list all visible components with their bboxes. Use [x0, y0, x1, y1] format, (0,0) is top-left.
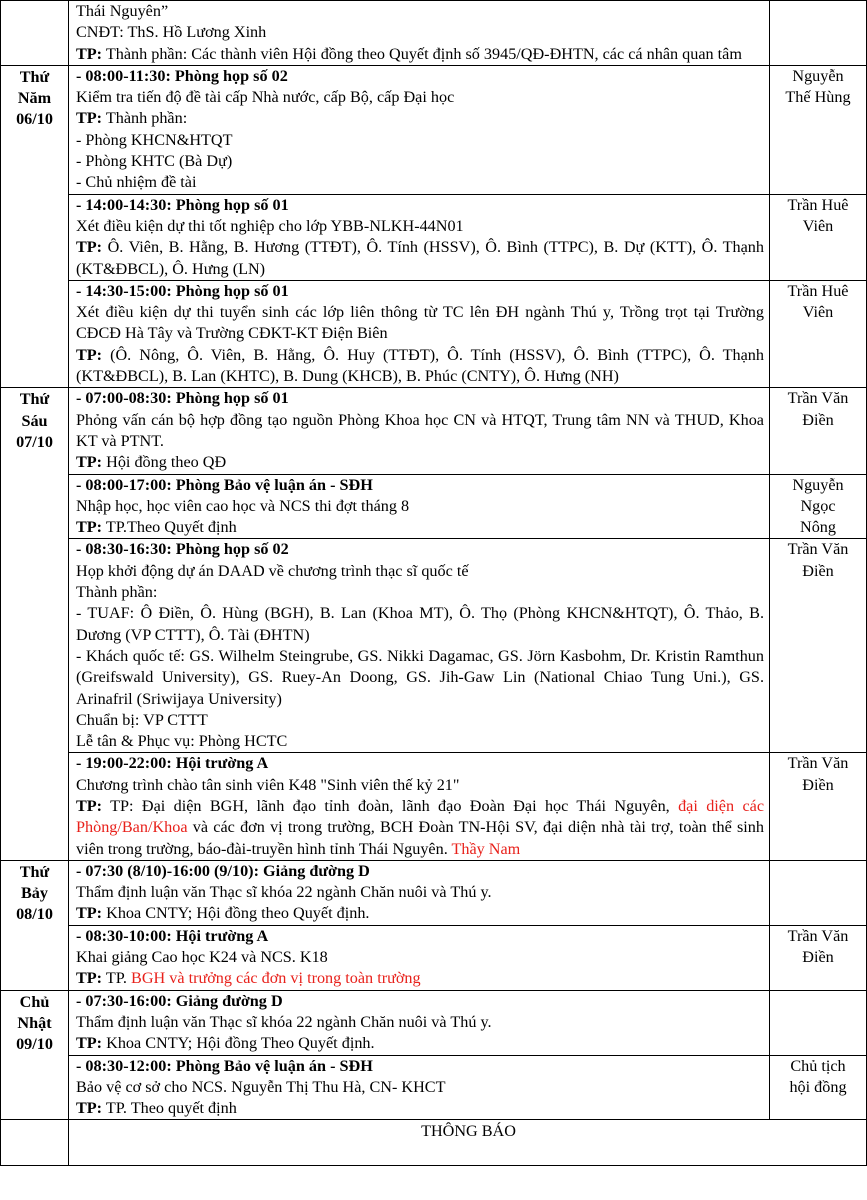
- person-name: Viên: [802, 303, 834, 322]
- event-tp: [76, 452, 764, 473]
- person-cell: [770, 65, 867, 194]
- tp-text: (Ô. Nông, Ô. Viên, B. Hằng, Ô. Huy (TTĐT), Ô. Tính (HSSV), Ô. Bình (TTPC), Ô. Thạnh (KT&ĐBCL), B. Lan (KHTC), B. Dung (KHCB), B. Phúc (CNTY), Ô. Hưng (NH): [76, 345, 764, 386]
- event-heading: - 14:30-15:00: Phòng họp số 01: [76, 281, 289, 300]
- tp-label: TP:: [76, 904, 103, 923]
- day-date: 06/10: [16, 110, 53, 129]
- person-cell: [770, 474, 867, 539]
- day-date: 09/10: [16, 1035, 53, 1054]
- table-row: [1, 194, 867, 280]
- day-date: 08/10: [16, 905, 53, 924]
- person-name: Điền: [802, 775, 834, 794]
- event-cell: [69, 860, 770, 925]
- person-name: Ngọc: [800, 496, 836, 515]
- day-name: Thứ: [19, 390, 50, 409]
- person-cell: [770, 1, 867, 66]
- tp-text: Thành phần: Các thành viên Hội đồng theo Quyết định số 3945/QĐ-ĐHTN, các cá nhân quan tâm: [102, 44, 742, 63]
- event-line: Lễ tân & Phục vụ: Phòng HCTC: [76, 732, 288, 751]
- event-heading: - 07:30-16:00: Giảng đường D: [76, 991, 283, 1010]
- event-cell: [69, 388, 770, 474]
- person-name: Trần Văn: [787, 926, 849, 945]
- event-tp: [76, 796, 764, 860]
- tp-text: TP.: [102, 969, 132, 988]
- person-name: Trần Văn: [787, 540, 849, 559]
- table-row: [1, 753, 867, 860]
- person-name: Trần Văn: [787, 754, 849, 773]
- day-name: Bảy: [21, 884, 48, 903]
- person-name: Nguyễn: [792, 66, 844, 85]
- day-cell: [1, 1, 69, 66]
- event-heading: - 19:00-22:00: Hội trường A: [76, 754, 269, 773]
- tp-label: TP:: [76, 1034, 103, 1053]
- event-heading: - 07:00-08:30: Phòng họp số 01: [76, 389, 289, 408]
- event-tp: [76, 1033, 764, 1054]
- day-cell: [1, 860, 69, 990]
- event-heading: - 07:30 (8/10)-16:00 (9/10): Giảng đường D: [76, 861, 370, 880]
- person-name: Điền: [802, 561, 834, 580]
- day-cell: [1, 388, 69, 861]
- table-row: [1, 860, 867, 925]
- day-cell: [1, 990, 69, 1120]
- event-tp: [76, 237, 764, 280]
- event-cell: [69, 474, 770, 539]
- day-cell: [1, 65, 69, 387]
- event-heading: - 08:30-10:00: Hội trường A: [76, 926, 269, 945]
- event-cell: [69, 990, 770, 1055]
- notice-heading: THÔNG BÁO: [69, 1120, 867, 1166]
- person-name: Thế Hùng: [785, 88, 851, 107]
- event-heading: - 08:30-12:00: Phòng Bảo vệ luận án - SĐH: [76, 1056, 373, 1075]
- event-cell: [69, 925, 770, 990]
- tp-text: Ô. Viên, B. Hằng, B. Hương (TTĐT), Ô. Tính (HSSV), Ô. Bình (TTPC), B. Dự (KTT), Ô. Thạnh (KT&ĐBCL), Ô. Hưng (LN): [76, 238, 764, 278]
- tp-label: TP:: [76, 238, 103, 257]
- person-name: hội đồng: [789, 1077, 847, 1096]
- event-line: Thẩm định luận văn Thạc sĩ khóa 22 ngành Chăn nuôi và Thú y.: [76, 1012, 492, 1031]
- day-name: Thứ: [19, 862, 50, 881]
- event-line: - Phòng KHCN&HTQT: [76, 130, 233, 149]
- day-name: Chủ: [19, 992, 50, 1011]
- person-name: Điền: [802, 410, 834, 429]
- table-row: [1, 280, 867, 387]
- table-row: [1, 1, 867, 66]
- event-cell: [69, 280, 770, 387]
- tp-text: TP. Theo quyết định: [102, 1099, 237, 1118]
- event-cell: [69, 753, 770, 860]
- event-tp: [76, 108, 764, 129]
- person-name: Chủ tịch: [790, 1056, 846, 1075]
- event-heading: - 08:30-16:30: Phòng họp số 02: [76, 540, 289, 559]
- tp-highlight: BGH và trưởng các đơn vị trong toàn trường: [131, 969, 421, 988]
- person-name: Viên: [802, 216, 834, 235]
- event-line: CNĐT: ThS. Hồ Lương Xinh: [76, 23, 267, 42]
- day-name: Thứ: [19, 67, 50, 86]
- person-cell: [770, 860, 867, 925]
- table-row: [1, 1120, 867, 1166]
- person-name: Trần Văn: [787, 389, 849, 408]
- tp-label: TP:: [76, 109, 103, 128]
- event-tp: [76, 903, 764, 924]
- event-cell: [69, 1055, 770, 1120]
- tp-text: TP.Theo Quyết định: [102, 518, 237, 537]
- person-name: Trần Huê: [787, 195, 849, 214]
- person-cell: [770, 990, 867, 1055]
- person-cell: [770, 539, 867, 753]
- person-name: Nguyễn: [792, 475, 844, 494]
- day-date: 07/10: [16, 432, 53, 451]
- event-line: - Phòng KHTC (Bà Dự): [76, 152, 233, 171]
- tp-highlight: Thầy Nam: [451, 839, 521, 858]
- event-line: - Chủ nhiệm đề tài: [76, 173, 197, 192]
- event-line: Kiểm tra tiến độ đề tài cấp Nhà nước, cấp Bộ, cấp Đại học: [76, 88, 455, 107]
- event-cell: [69, 65, 770, 194]
- tp-label: TP:: [76, 345, 103, 364]
- day-cell: [1, 1120, 69, 1166]
- table-row: [1, 65, 867, 194]
- event-line: Họp khởi động dự án DAAD về chương trình thạc sĩ quốc tế: [76, 561, 469, 580]
- tp-text: TP: Đại diện BGH, lãnh đạo tỉnh đoàn, lãnh đạo Đoàn Đại học Thái Nguyên,: [102, 796, 679, 815]
- table-row: [1, 990, 867, 1055]
- person-name: Điền: [802, 948, 834, 967]
- day-name: Sáu: [21, 411, 48, 430]
- event-heading: - 08:00-17:00: Phòng Bảo vệ luận án - SĐH: [76, 475, 373, 494]
- person-cell: [770, 1055, 867, 1120]
- event-tp: [76, 968, 764, 989]
- person-cell: [770, 280, 867, 387]
- person-name: Nông: [800, 518, 836, 537]
- day-name: Nhật: [17, 1013, 52, 1032]
- event-tp: [76, 345, 764, 388]
- event-line: - TUAF: Ô Điền, Ô. Hùng (BGH), B. Lan (Khoa MT), Ô. Thọ (Phòng KHCN&HTQT), Ô. Thảo, B. Dương (VP CTTT), Ô. Tài (ĐHTN): [76, 604, 764, 644]
- tp-label: TP:: [76, 1099, 103, 1118]
- tp-label: TP:: [76, 796, 103, 815]
- event-line: Xét điều kiện dự thi tốt nghiệp cho lớp YBB-NLKH-44N01: [76, 216, 464, 235]
- table-row: [1, 1055, 867, 1120]
- person-cell: [770, 925, 867, 990]
- event-line: Nhập học, học viên cao học và NCS thi đợt tháng 8: [76, 496, 410, 515]
- event-line: Xét điều kiện dự thi tuyển sinh các lớp liên thông từ TC lên ĐH ngành Thú y, Trồng trọt tại Trường CĐCĐ Hà Tây và Trường CĐKT-KT Điện Biên: [76, 303, 764, 343]
- event-line: - Khách quốc tế: GS. Wilhelm Steingrube, GS. Nikki Dagamac, GS. Jörn Kasbohm, Dr. Kristin Ramthun (Greifswald University), GS. Ruey-An Doong, GS. Jih-Gaw Lin (National Chiao Tung Uni.), GS. Arinafril (Sriwijaya University): [76, 646, 764, 708]
- event-cell: [69, 1, 770, 66]
- event-heading: - 14:00-14:30: Phòng họp số 01: [76, 195, 289, 214]
- tp-text: Thành phần:: [102, 109, 188, 128]
- event-line: Chương trình chào tân sinh viên K48 "Sinh viên thế kỷ 21": [76, 775, 460, 794]
- event-cell: [69, 539, 770, 753]
- event-cell: [69, 194, 770, 280]
- tp-label: TP:: [76, 44, 103, 63]
- event-line: Khai giảng Cao học K24 và NCS. K18: [76, 948, 328, 967]
- table-row: [1, 539, 867, 753]
- day-name: Năm: [17, 89, 52, 108]
- event-line: Thành phần:: [76, 583, 158, 602]
- event-heading: - 08:00-11:30: Phòng họp số 02: [76, 66, 288, 85]
- event-tp: [76, 44, 764, 65]
- tp-text: và các đơn vị trong trường, BCH Đoàn TN-Hội SV, đại diện nhà tài trợ, toàn thể sinh viên trong trường, báo-đài-truyền hình tỉnh Thái Nguyên.: [76, 818, 764, 858]
- event-line: Thái Nguyên”: [76, 2, 169, 20]
- event-line: Bảo vệ cơ sở cho NCS. Nguyễn Thị Thu Hà, CN- KHCT: [76, 1077, 446, 1096]
- event-line: Chuẩn bị: VP CTTT: [76, 710, 208, 729]
- table-row: [1, 388, 867, 474]
- tp-text: Khoa CNTY; Hội đồng theo Quyết định.: [102, 904, 370, 923]
- event-line: Thẩm định luận văn Thạc sĩ khóa 22 ngành Chăn nuôi và Thú y.: [76, 883, 492, 902]
- table-row: [1, 925, 867, 990]
- event-line: Phỏng vấn cán bộ hợp đồng tạo nguồn Phòng Khoa học CN và HTQT, Trung tâm NN và THUD, Khoa KT và PTNT.: [76, 410, 764, 450]
- tp-text: Khoa CNTY; Hội đồng Theo Quyết định.: [102, 1034, 375, 1053]
- tp-text: Hội đồng theo QĐ: [102, 453, 227, 472]
- tp-label: TP:: [76, 518, 103, 537]
- person-name: Trần Huê: [787, 281, 849, 300]
- person-cell: [770, 753, 867, 860]
- person-cell: [770, 194, 867, 280]
- person-cell: [770, 388, 867, 474]
- tp-highlight: đại diện các Phòng/Ban/Khoa: [76, 796, 765, 837]
- event-tp: [76, 517, 764, 538]
- tp-label: TP:: [76, 969, 103, 988]
- table-row: [1, 474, 867, 539]
- event-tp: [76, 1098, 764, 1119]
- tp-label: TP:: [76, 453, 103, 472]
